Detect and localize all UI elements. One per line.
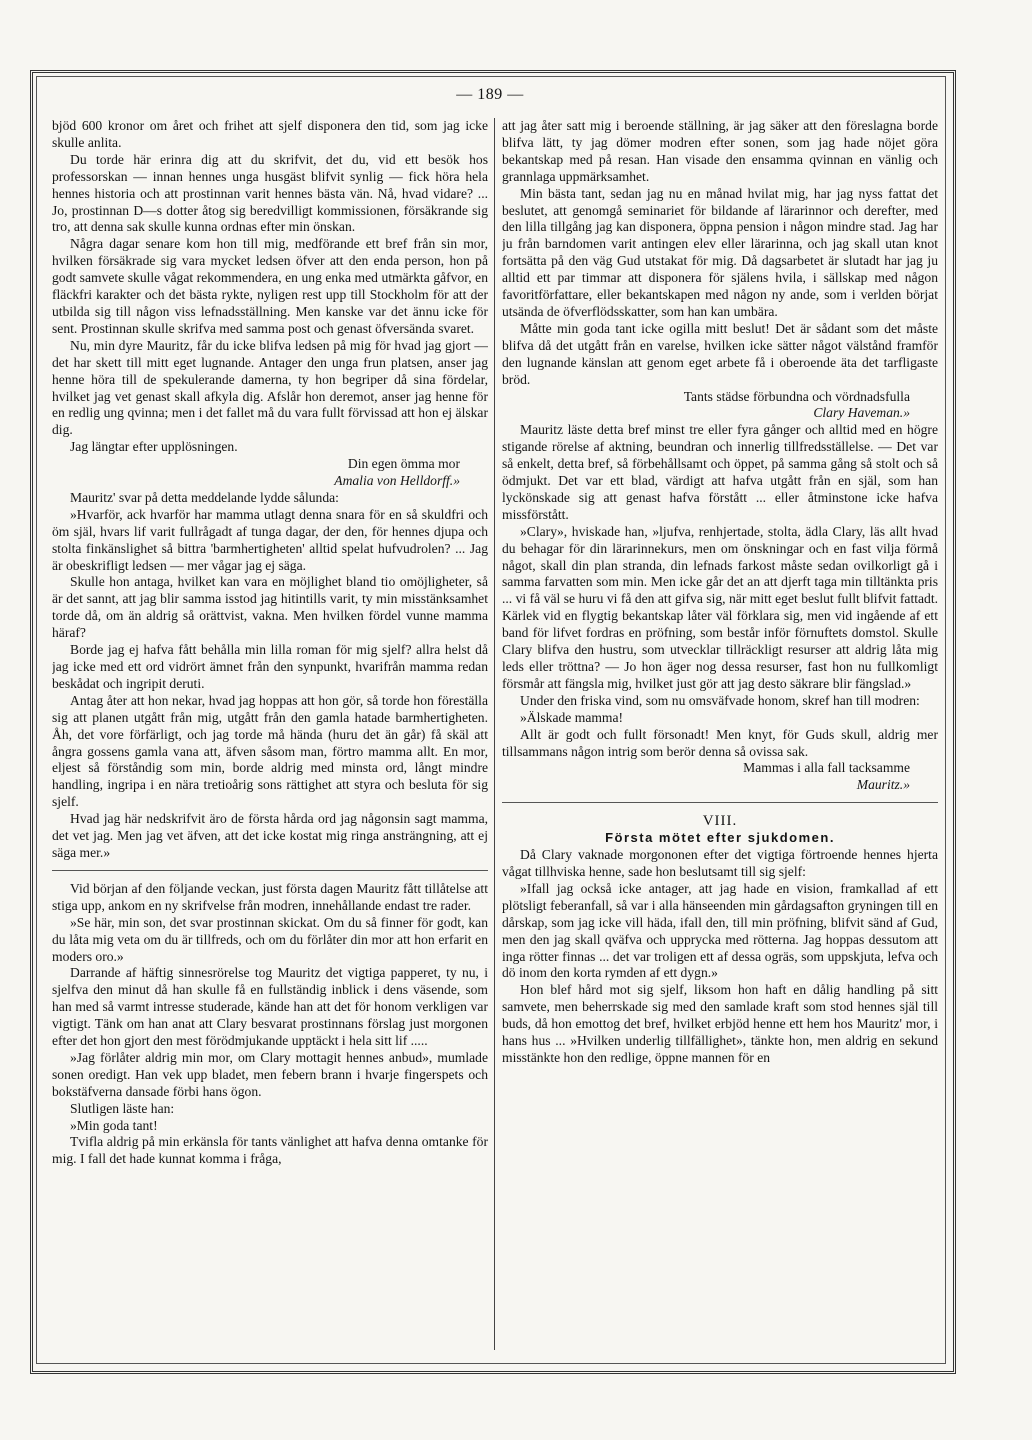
paragraph: Du torde här erinra dig att du skrifvit, det du, vid ett besök hos professorskan — innan hennes unga husgäst blifvit synlig — fick höra hela hennes historia och att prostinnan varit hennes bästa vän. Nå, hvad vidare? ... Jo, prostinnan D—s dotter åtog sig beredvilligt kommissionen, försäkrande sig tro, att denna sak skulle kunna ordnas efter min önskan. xyxy=(52,151,488,235)
paragraph: Under den friska vind, som nu omsväfvade honom, skref han till modren: xyxy=(520,692,920,708)
paragraph: »Älskade mamma! xyxy=(520,709,624,725)
paragraph: bjöd 600 kronor om året och frihet att sjelf disponera den tid, som jag icke skulle anlita. xyxy=(52,118,488,150)
chapter-title: Första mötet efter sjukdomen. xyxy=(605,830,835,846)
paragraph: Måtte min goda tant icke ogilla mitt beslut! Det är sådant som det måste blifva då det utgått från en varelse, hvilken icke sätter något välstånd framför den lugnande känslan att genom eget arbete få i oberoende äta det tarfligaste bröd. xyxy=(502,320,938,387)
letter-signature-name: Clary Haveman.» xyxy=(813,405,910,421)
paragraph: Tvifla aldrig på min erkänsla för tants vänlighet att hafva denna omtanke för mig. I fall det hade kunnat komma i fråga, xyxy=(52,1134,488,1167)
paragraph: Vid början af den följande veckan, just första dagen Mauritz fått tillåtelse att stiga upp, ankom en ny skrifvelse från modren, innehållande endast tre rader. xyxy=(52,880,488,913)
paragraph: Slutligen läste han: xyxy=(70,1100,175,1116)
left-column xyxy=(52,118,488,1350)
paragraph: Jag längtar efter upplösningen. xyxy=(70,439,238,455)
paragraph: Skulle hon antaga, hvilket kan vara en möjlighet bland tio omöjligheter, så är det sannt, att jag blir samma isstod jag hitintills varit, ty min misstänksamhet torde då, om än aldrig så orättvist, vakna. Men hvilken fördel vunne mamma häraf? xyxy=(52,574,488,641)
letter-signature-name: Amalia von Helldorff.» xyxy=(334,473,460,489)
paragraph: Allt är godt och fullt försonadt! Men knyt, för Guds skull, aldrig mer tillsammans någon intrig som berör denna så ovissa sak. xyxy=(502,726,938,759)
paragraph: Nu, min dyre Mauritz, får du icke blifva ledsen på mig för hvad jag gjort — det har skett till mitt eget lugnande. Antager den unga frun platsen, anser jag henne höra till de spekulerande damerna, ty hon begriper då sina fördelar, hvilket jag vet genast skall afkyla dig. Afslår hon deremot, anser jag henne för en redlig ung qvinna; men i det fallet må du vara fullt förvissad att hon ej älskar dig. xyxy=(52,337,488,438)
paragraph: »Se här, min son, det svar prostinnan skickat. Om du så finner för godt, kan du låta mig veta om du är tillfreds, och om du förlåter din mor att hon erfarit en moders oro.» xyxy=(52,914,488,964)
paragraph: Hon blef hård mot sig sjelf, liksom hon haft en dålig handling på sitt samvete, men beherrskade sig med den samlade kraft som stod hennes själ till buds, då hon emottog det bref, hvilket erbjöd henne ett hem hos Mauritz' mor, i hans hus ... »Hvilken underlig tillfällighet», tänkte hon, men aldrig en sekund misstänkte hon den redlige, öppne mannen för en xyxy=(502,982,938,1065)
paragraph: Då Clary vaknade morgononen efter det vigtiga förtroende hennes hjerta vågat tillhviska henne, sade hon beslutsamt till sig sjelf: xyxy=(502,847,938,879)
paragraph: »Ifall jag också icke antager, att jag hade en vision, framkallad af ett plötsligt feberanfall, så var i alla hänseenden min gårdagsafton gryningen till en dårskap, som jag icke vill häda, ifall den, till min pröfning, blifvit sänd af Gud, men den jag skall qväfva och upprycka med rötterna. Jag hoppas dessutom att inga rötter finnas ... det var troligen ett af dessa ogräs, som uppskjuta, lefva och dö inom den korta rymden af ett dygn.» xyxy=(502,880,938,981)
column-divider xyxy=(494,118,495,1350)
paragraph: Min bästa tant, sedan jag nu en månad hvilat mig, har jag nyss fattat det beslutet, att genomgå seminariet för bildande af lärarinnor och derefter, med den lilla tillgång jag kan disponera, öppna pension i någon mindre stad. Jag har ju från barndomen varit antingen elev eller lärarinna, och jag skall utan knot fortsätta på den väg Gud utstakat för mig. Då dagsarbetet är slutadt har jag ju alltid ett par timmar att disponera för själens hvila, i sällskap med någon favoritförfattare, eller bekantskapen med någon ny ande, som i verlden börjat utsända de öfverflödsskatter, som han kan umbära. xyxy=(502,185,938,319)
section-divider xyxy=(502,802,938,803)
letter-signature-line: Din egen ömma mor xyxy=(347,456,460,472)
paragraph: Borde jag ej hafva fått behålla min lilla roman för mig sjelf? allra helst då jag icke med ett ord vidrört ämnet från den synpunkt, hvarifrån mamma redan beskådat och ingripit deruti. xyxy=(52,642,488,691)
letter-closing-name: Mauritz.» xyxy=(856,777,910,793)
paragraph: Darrande af häftig sinnesrörelse tog Mauritz det vigtiga papperet, ty nu, i sjelfva den minut då han skulle få en fullständig inblick i dens väsende, som han med så varmt intresse studerade, kände han att det för honom verkligen var vigtigt. Tänk om han anat att Clary besvarat prostinnans förslag just morgonen efter det hon gjort den mest förödmjukande upptäckt i hela sitt lif ..... xyxy=(52,965,488,1049)
paragraph: »Hvarför, ack hvarför har mamma utlagt denna snara för en så skuldfri och öm själ, hvars lif varit fullrågadt af tunga dagar, der den, för hennes djupa och stolta finkänslighet så bittra 'barmhertigheten' alltid spelat hufvudrolen? ... Jag är obeskrifligt ledsen — mer vågar jag ej säga. xyxy=(52,506,488,573)
letter-signature-line: Tants städse förbundna och vördnadsfulla xyxy=(683,388,910,404)
paragraph: Antag åter att hon nekar, hvad jag hoppas att hon gör, så torde hon föreställa sig att planen utgått från mig, utgått från den gamla hatade barmhertigheten. Åh, det vore förfärligt, och jag torde må hända (huru det än går) få skäl att ångra gossens gamla vana att, äfven såsom man, förtro mamma allt. En mor, eljest så förståndig som min, borde aldrig med minsta ord, långt mindre handling, ingripa i en nära tretioårig sons rättighet att styra och besluta för sig sjelf. xyxy=(52,692,488,810)
paragraph: »Jag förlåter aldrig min mor, om Clary mottagit hennes anbud», mumlade sonen oredigt. Han vek upp bladet, men febern brann i hvarje fingerspets och bokstäfverna dansade förbi hans ögon. xyxy=(52,1049,488,1099)
paragraph: Några dagar senare kom hon till mig, medförande ett bref från sin mor, hvilken försäkrade sig vara mycket ledsen öfver att den enda person, hon på godt samvete skulle vågat rekommendera, en ung enka med utmärkta gåfvor, en fläckfri karakter och det bästa rykte, nyligen rest upp till Stockholm för att der utbilda sig till någon viss lefnadsställning. Men kanske var det ännu icke för sent. Prostinnan skulle skrifva med samma post och genast öfversända svaret. xyxy=(52,236,488,336)
chapter-number: VIII. xyxy=(702,813,738,830)
paragraph: »Min goda tant! xyxy=(70,1117,158,1133)
letter-closing-line: Mammas i alla fall tacksamme xyxy=(743,760,910,776)
page-number: — 189 — xyxy=(456,86,524,103)
right-column xyxy=(502,118,938,1350)
paragraph: Mauritz' svar på detta meddelande lydde sålunda: xyxy=(70,489,339,505)
paragraph: Hvad jag här nedskrifvit äro de första hårda ord jag någonsin sagt mamma, det vet jag. Men jag vet äfven, att det icke kostat mig ringa ansträngning, att ej säga mer.» xyxy=(52,811,488,860)
paragraph: »Clary», hviskade han, »ljufva, renhjertade, stolta, ädla Clary, läs allt hvad du behagar för din lärarinnekurs, men om önskningar och en fast vilja förmå något, skall din plan stranda, din lefnads farkost måste sedan ovilkorligt gå i samma farvatten som min. Men icke går det an att djerft taga min tilltänkta pris ... vi få väl se huru vi få den att gifva sig, när mitt eget beslut fullt blifvit fattadt. Kärlek vid en flygtig bekantskap låter väl förklara sig, men vid ingående af ett band för lifvet fordras en pröfning, som består inför förnuftets domstol. Skulle Clary blifva den hustru, som utvecklar tillräckligt resurser att aldrig låta mig leds eller tröttna? — Jo hon äger nog dessa resurser, fast hon nu fullkomligt försmår att fängsla mig, hvilket just gör att jag desto säkrare blir fängslad.» xyxy=(502,523,938,691)
paragraph: att jag åter satt mig i beroende ställning, är jag säker att den föreslagna borde blifva lätt, ty jag dömer modren efter sonen, som jag hade nöjet göra bekantskap med på resan. Han visade den ensamma qvinnan en vänlig och grannlaga uppmärksamhet. xyxy=(502,118,938,184)
paragraph: Mauritz läste detta bref minst tre eller fyra gånger och alltid med en högre stigande rörelse af aktning, beundran och innerlig tillfredsställelse. — Det var så enkelt, detta bref, så förbehållsamt och öppet, på samma gång så stolt och så ödmjukt. Det var ett blad, värdigt att hafva utgått från en själ, som han lyckönskade sig att genast hafva förstått ... eller åtminstone icke hafva missförstått. xyxy=(502,422,938,522)
section-divider xyxy=(52,870,488,871)
